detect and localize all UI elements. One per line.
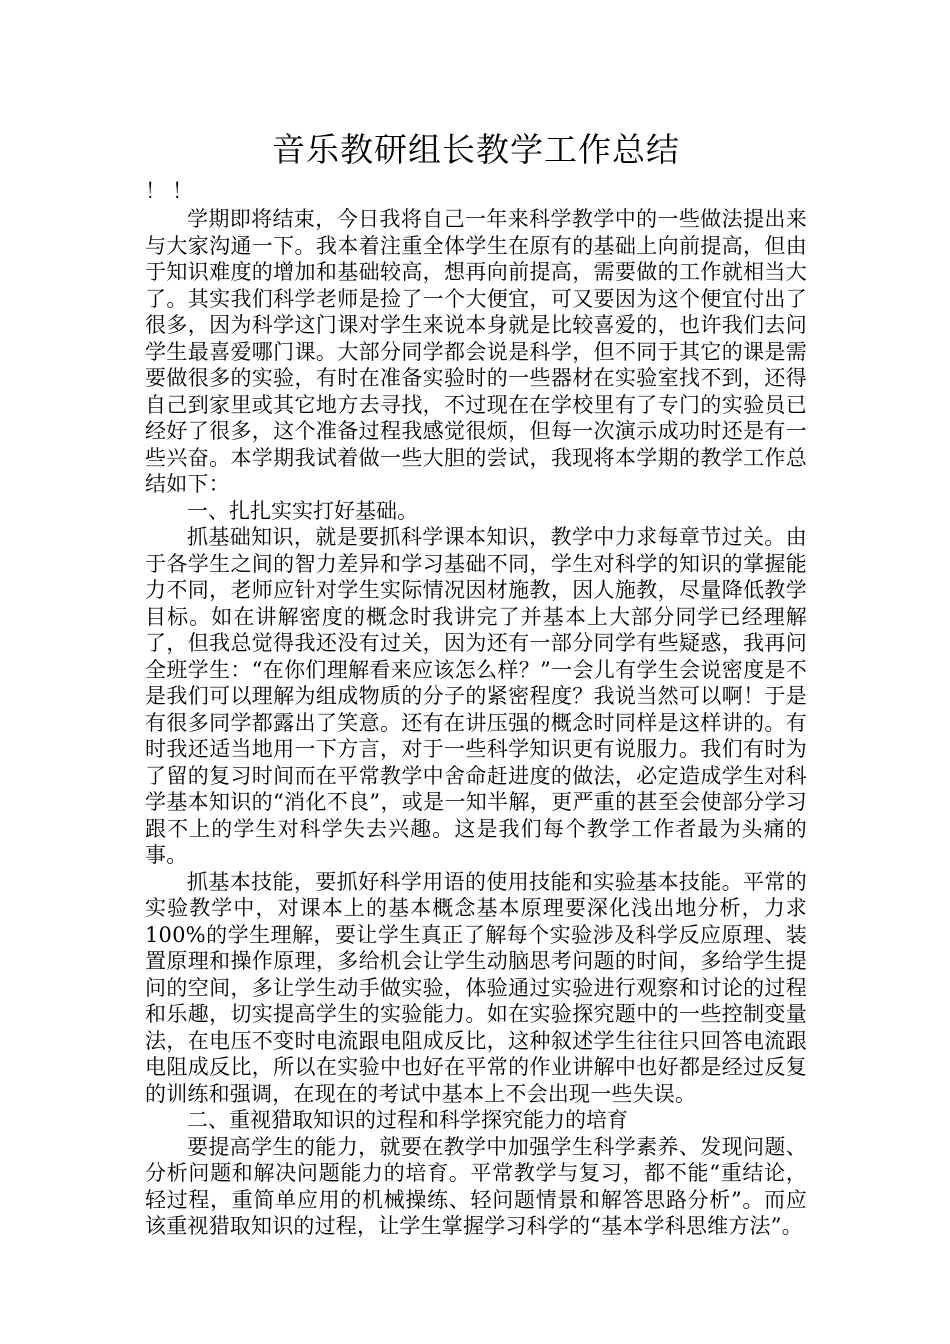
document-body xyxy=(145,206,807,1240)
section-heading-2: 二、重视猎取知识的过程和科学探究能力的培育 xyxy=(187,1108,628,1132)
paragraph-basic-knowledge: 抓基础知识，就是要抓科学课本知识，教学中力求每章节过关。由于各学生之间的智力差异和学习基础不同，学生对科学的知识的掌握能力不同，老师应针对学生实际情况因材施教，因人施教，尽量降低教学目标。如在讲解密度的概念时我讲完了并基本上大部分同学已经理解了，但我总觉得我还没有过关，因为还有一部分同学有些疑惑，我再问全班学生：“在你们理解看来应该怎么样？”一会儿有学生会说密度是不是我们可以理解为组成物质的分子的紧密程度？我说当然可以啊！于是有很多同学都露出了笑意。还有在讲压强的概念时同样是这样讲的。有时我还适当地用一下方言，对于一些科学知识更有说服力。我们有时为了留的复习时间而在平常教学中舍命赶进度的做法，必定造成学生对科学基本知识的“消化不良”，或是一知半解，更严重的甚至会使部分学习跟不上的学生对科学失去兴趣。这是我们每个教学工作者最为头痛的事。 xyxy=(145,525,807,867)
section-heading-1: 一、扎扎实实打好基础。 xyxy=(187,498,418,523)
document-page xyxy=(145,128,807,1240)
exclamation-marks: ！！ xyxy=(145,179,199,203)
paragraph-intro: 学期即将结束，今日我将自己一年来科学教学中的一些做法提出来与大家沟通一下。我本着注重全体学生在原有的基础上向前提高，但由于知识难度的增加和基础较高，想再向前提高，需要做的工作就相当大了。其实我们科学老师是捡了一个大便宜，可又要因为这个便宜付出了很多，因为科学这门课对学生来说本身就是比较喜爱的，也许我们去问学生最喜爱哪门课。大部分同学都会说是科学，但不同于其它的课是需要做很多的实验，有时在准备实验时的一些器材在实验室找不到，还得自己到家里或其它地方去寻找，不过现在在学校里有了专门的实验员已经好了很多，这个准备过程我感觉很烦，但每一次演示成功时还是有一些兴奋。本学期我试着做一些大胆的尝试，我现将本学期的教学工作总结如下： xyxy=(145,207,807,496)
document-title: 音乐教研组长教学工作总结 xyxy=(272,130,680,169)
paragraph-process: 要提高学生的能力，就要在教学中加强学生科学素养、发现问题、分析问题和解决问题能力的培育。平常教学与复习，都不能“重结论，轻过程，重简单应用的机械操练、轻问题情景和解答思路分析”。而应该重视猎取知识的过程，让学生掌握学习科学的“基本学科思维方法”。 xyxy=(145,1134,807,1238)
paragraph-basic-skills: 抓基本技能，要抓好科学用语的使用技能和实验基本技能。平常的实验教学中，对课本上的基本概念基本原理要深化浅出地分析，力求100%的学生理解，要让学生真正了解每个实验涉及科学反应原理、装置原理和操作原理，多给机会让学生动脑思考问题的时间，多给学生提问的空间，多让学生动手做实验，体验通过实验进行观察和讨论的过程和乐趣，切实提高学生的实验能力。如在实验探究题中的一些控制变量法，在电压不变时电流跟电阻成反比，这种叙述学生往往只回答电流跟电阻成反比，所以在实验中也好在平常的作业讲解中也好都是经过反复的训练和强调，在现在的考试中基本上不会出现一些失误。 xyxy=(145,869,807,1106)
